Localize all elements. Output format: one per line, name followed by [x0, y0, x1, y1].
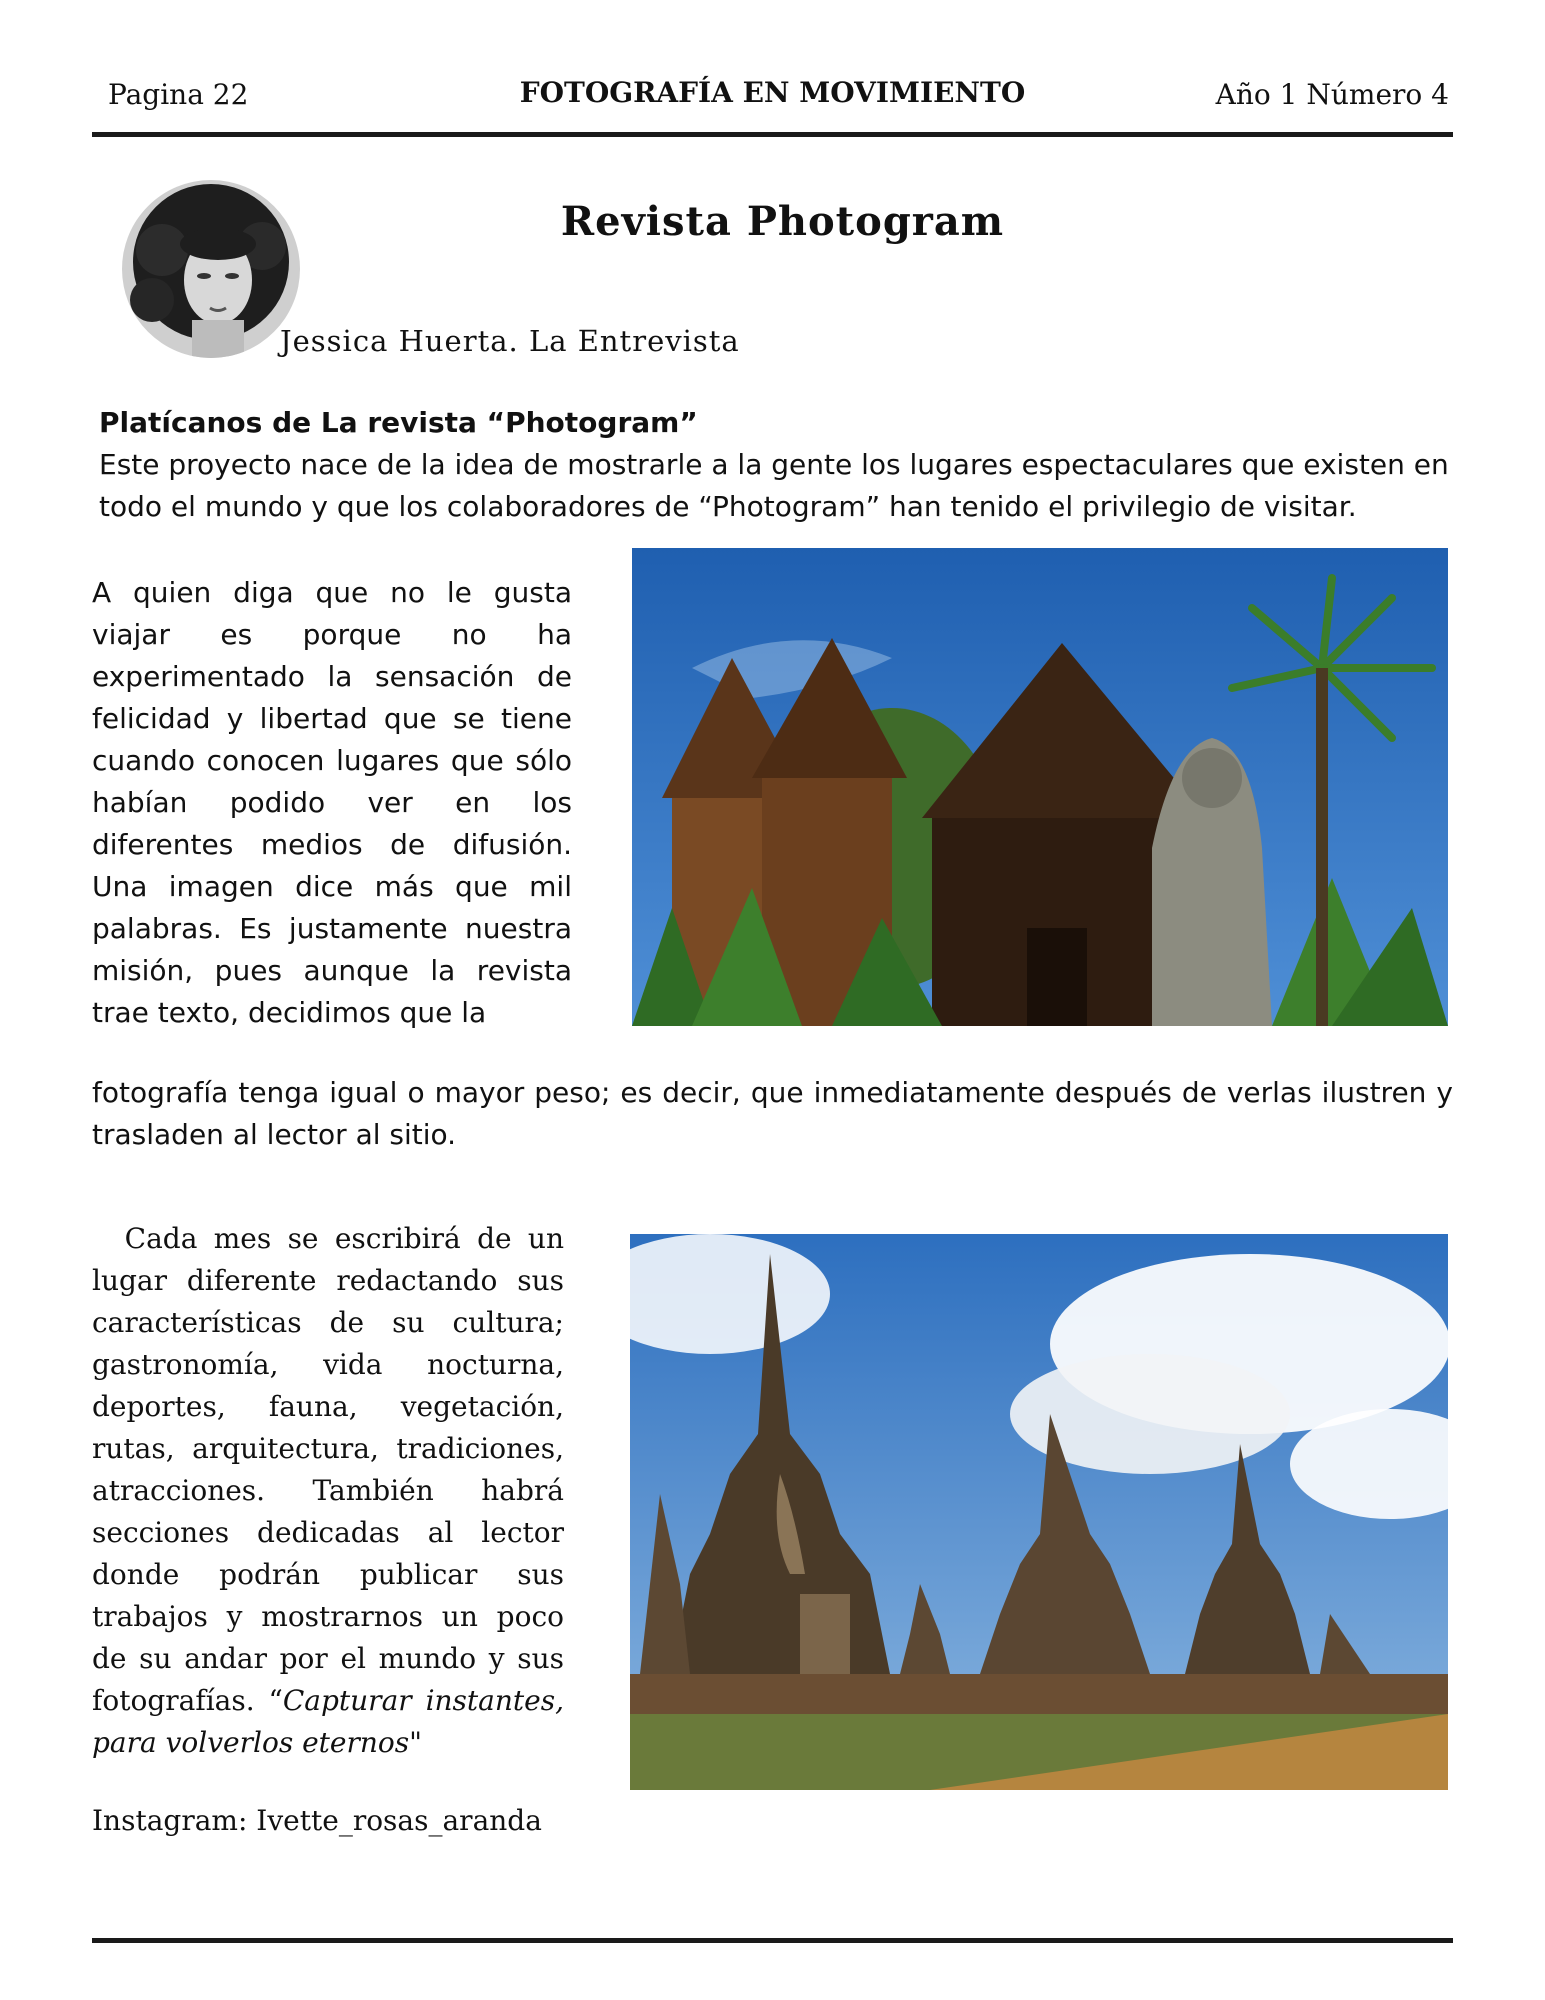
header-rule	[92, 132, 1453, 137]
intro-paragraph: Este proyecto nace de la idea de mostrarle a la gente los lugares espectaculares que existen en todo el mundo y que los colaboradores de “Photogram” han tenido el privilegio de visitar.	[99, 448, 1449, 523]
article-title: Revista Photogram	[560, 198, 1005, 245]
body-column-1: A quien diga que no le gusta viajar es porque no ha experimentado la sensación de felicidad y libertad que se tiene cuando conocen lugares que sólo habían podido ver en los diferentes medios de difusión. Una imagen dice más que mil palabras. Es justamente nuestra misión, pues aunque la revista trae texto, decidimos que la	[92, 576, 572, 1029]
body-continuation: fotografía tenga igual o mayor peso; es decir, que inmediatamente después de verlas ilustren y trasladen al lector al sitio.	[92, 1076, 1453, 1151]
instagram-handle: Instagram: Ivette_rosas_aranda	[92, 1804, 542, 1837]
motto-quote: Capturar instantes, para volverlos eternos"	[92, 1684, 564, 1759]
issue-number: Año 1 Número 4	[1215, 78, 1449, 111]
temple-photo	[632, 548, 1448, 1026]
publication-title: FOTOGRAFÍA EN MOVIMIENTO	[519, 76, 1026, 109]
footer-rule	[92, 1938, 1453, 1943]
temple-photo-image	[632, 548, 1448, 1026]
body-column-2-text: Cada mes se escribirá de un lugar diferente redactando sus características de su cultura; gastronomía, vida nocturna, deportes, fauna, vegetación, rutas, arquitectura, tradiciones, atracciones. También habrá secciones dedicadas al lector donde podrán publicar sus trabajos y mostrarnos un poco de su andar por el mundo y sus fotografías. “	[92, 1222, 564, 1717]
article-byline: Jessica Huerta. La Entrevista	[280, 324, 740, 358]
author-portrait-image	[122, 180, 300, 358]
intro-heading: Platícanos de La revista “Photogram”	[99, 406, 698, 439]
chedi-photo	[630, 1234, 1448, 1790]
chedi-photo-image	[630, 1234, 1448, 1790]
body-column-2	[92, 1218, 564, 1764]
page-number: Pagina 22	[108, 78, 249, 111]
author-avatar	[122, 180, 300, 358]
